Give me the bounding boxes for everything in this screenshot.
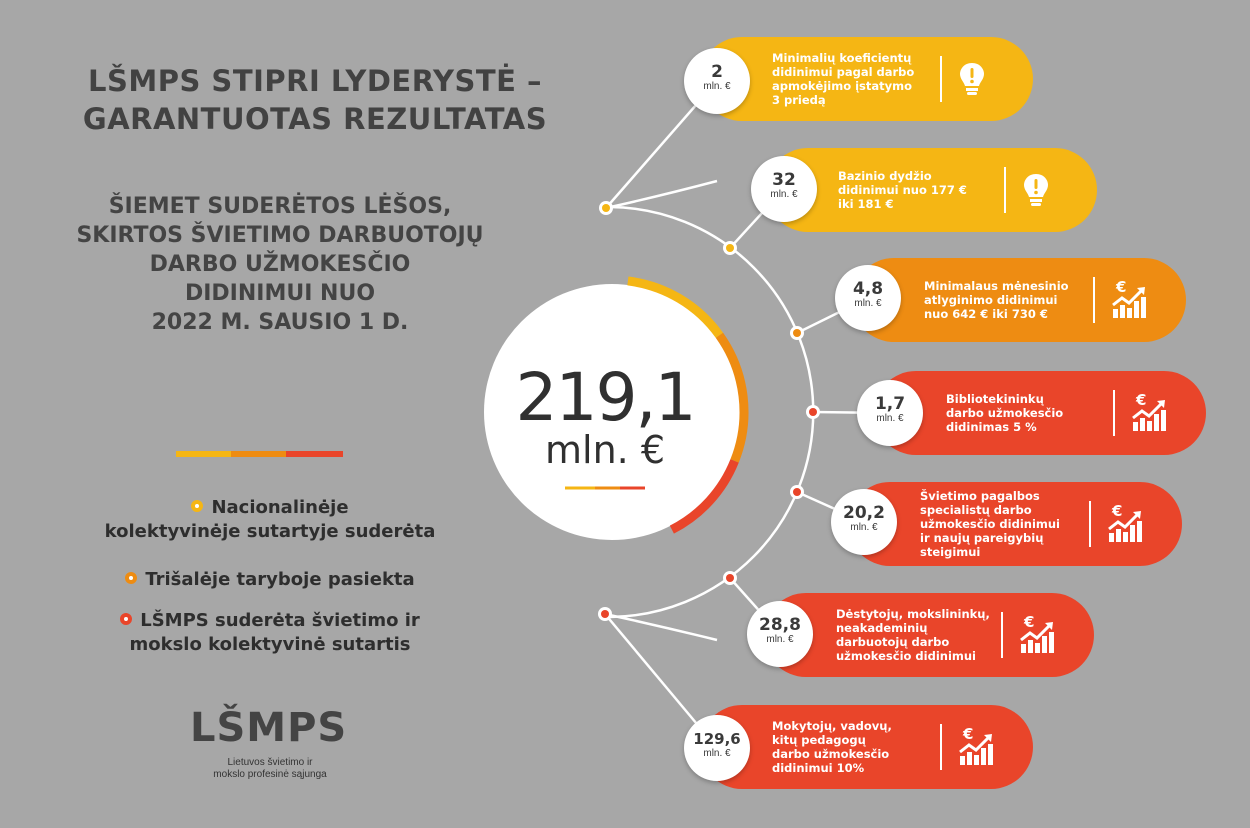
item-separator bbox=[940, 724, 942, 770]
item-description: Minimalių koeficientų didinimui pagal darbo apmokėjimo įstatymo 3 priedą bbox=[772, 51, 915, 107]
connector-node bbox=[790, 326, 804, 340]
legend-bar-yellow bbox=[176, 451, 231, 457]
item-value-circle bbox=[684, 715, 750, 781]
item-value: 32 bbox=[772, 170, 796, 190]
item-separator bbox=[1004, 167, 1006, 213]
item-unit: mln. € bbox=[703, 81, 731, 92]
legend-dot-yellow bbox=[191, 500, 203, 512]
item-unit: mln. € bbox=[876, 413, 904, 424]
connector-node bbox=[723, 241, 737, 255]
item-unit: mln. € bbox=[703, 748, 731, 759]
total-value: 219,1 bbox=[515, 359, 695, 436]
item-value: 2 bbox=[711, 62, 723, 82]
svg-text:€: € bbox=[963, 726, 974, 743]
item-value-circle bbox=[831, 489, 897, 555]
euro-growth-icon bbox=[1018, 614, 1058, 661]
item-separator bbox=[1089, 501, 1091, 547]
svg-text:€: € bbox=[1136, 392, 1147, 409]
item-value: 4,8 bbox=[852, 279, 884, 299]
item-pill bbox=[874, 371, 1206, 455]
euro-growth-icon bbox=[957, 726, 997, 773]
legend-item-trilateral: Trišalėje taryboje pasiekta bbox=[50, 568, 490, 592]
item-separator bbox=[1113, 390, 1115, 436]
connector-curve bbox=[605, 614, 717, 640]
item-unit: mln. € bbox=[766, 634, 794, 645]
legend-item-national: Nacionalinėje kolektyvinėje sutartyje suderėta bbox=[104, 497, 436, 542]
legend-dot-red bbox=[120, 613, 132, 625]
lightbulb-icon bbox=[1021, 172, 1051, 213]
item-value: 1,7 bbox=[874, 394, 906, 414]
item-separator bbox=[1001, 612, 1003, 658]
item-description: Mokytojų, vadovų, kitų pedagogų darbo užmokesčio didinimui 10% bbox=[772, 719, 892, 775]
item-description: Bazinio dydžio didinimui nuo 177 € iki 181 € bbox=[838, 169, 967, 211]
item-unit: mln. € bbox=[850, 522, 878, 533]
item-value-circle bbox=[857, 380, 923, 446]
euro-growth-icon bbox=[1110, 279, 1150, 326]
item-value-circle bbox=[747, 601, 813, 667]
svg-text:€: € bbox=[1112, 503, 1123, 520]
item-description: Dėstytojų, mokslininkų, neakademinių darbuotojų darbo užmokesčio didinimui bbox=[836, 607, 990, 663]
lightbulb-icon bbox=[957, 61, 987, 102]
item-value: 129,6 bbox=[693, 730, 741, 748]
item-pill bbox=[764, 593, 1094, 677]
legend-bar-orange bbox=[231, 451, 286, 457]
item-value-circle bbox=[751, 156, 817, 222]
legend-item-lsmps: LŠMPS suderėta švietimo ir mokslo kolektyvinė sutartis bbox=[50, 609, 490, 657]
item-unit: mln. € bbox=[770, 189, 798, 200]
euro-growth-icon bbox=[1130, 392, 1170, 439]
item-value-circle bbox=[684, 48, 750, 114]
page-subtitle: ŠIEMET SUDERĖTOS LĖŠOS, SKIRTOS ŠVIETIMO DARBUOTOJŲ DARBO UŽMOKESČIO DIDINIMUI NUO 2022 M. SAUSIO 1 D. bbox=[76, 194, 484, 335]
item-description: Minimalaus mėnesinio atlyginimo didinimui nuo 642 € iki 730 € bbox=[924, 279, 1069, 321]
item-unit: mln. € bbox=[854, 298, 882, 309]
item-value: 28,8 bbox=[759, 615, 801, 635]
connector-node bbox=[599, 201, 613, 215]
svg-text:€: € bbox=[1024, 614, 1035, 631]
euro-growth-icon bbox=[1106, 503, 1146, 550]
connector-curve bbox=[606, 181, 717, 208]
lsmps-logo: LŠMPS bbox=[190, 705, 348, 751]
page-title: LŠMPS STIPRI LYDERYSTĖ – GARANTUOTAS REZULTATAS bbox=[82, 64, 548, 136]
item-value-circle bbox=[835, 265, 901, 331]
connector-node bbox=[790, 485, 804, 499]
item-value: 20,2 bbox=[843, 503, 885, 523]
item-separator bbox=[940, 56, 942, 102]
legend-dot-orange bbox=[125, 572, 137, 584]
item-pill bbox=[852, 258, 1186, 342]
connector-node bbox=[598, 607, 612, 621]
svg-text:€: € bbox=[1116, 279, 1127, 296]
item-description: Švietimo pagalbos specialistų darbo užmokesčio didinimui ir naujų pareigybių steigimui bbox=[920, 489, 1060, 559]
connector-node bbox=[723, 571, 737, 585]
total-unit: mln. € bbox=[545, 428, 665, 472]
legend-bar-red bbox=[286, 451, 343, 457]
item-pill bbox=[848, 482, 1182, 566]
logo-subtitle: Lietuvos švietimo ir mokslo profesinė sąjunga bbox=[213, 757, 327, 780]
connector-node bbox=[806, 405, 820, 419]
item-description: Bibliotekininkų darbo užmokesčio didinimas 5 % bbox=[946, 392, 1064, 434]
item-separator bbox=[1093, 277, 1095, 323]
